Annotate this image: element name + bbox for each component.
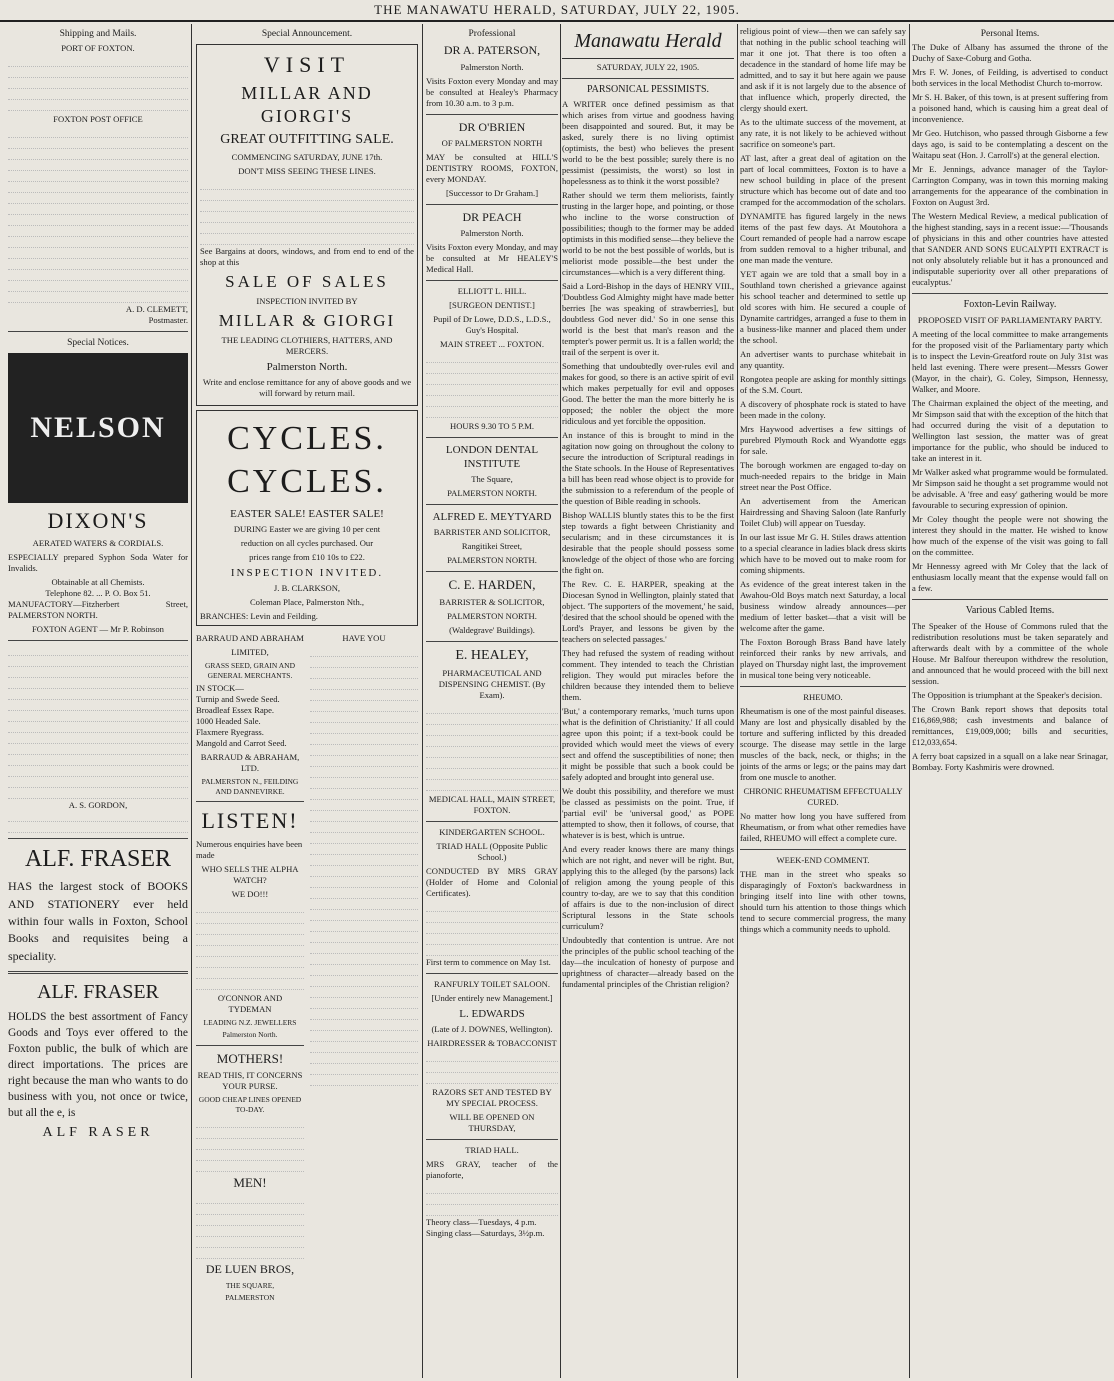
rheumo-heading: RHEUMO.	[803, 692, 843, 702]
postmaster-title: Postmaster.	[148, 315, 188, 326]
outfitting-sale: GREAT OUTFITTING SALE.	[220, 132, 394, 148]
alf-fraser-heading-2: ALF. FRASER	[37, 981, 159, 1004]
hill-hours: HOURS 9.30 TO 5 P.M.	[450, 421, 534, 432]
alf-fraser-text-2: HOLDS the best assortment of Fancy Goods and Toys ever offered to the Foxton public, the bulk of which are direct importations. The prices are right because the man who wants to do business with you, not once or twice, but all the e, is	[8, 1010, 188, 1120]
cabled-item: A ferry boat capsized in a squall on a lake near Srinagar, Bombay. Forty Kashmiris were drowned.	[912, 750, 1108, 772]
hill-quals: Pupil of Dr Lowe, D.D.S., L.D.S., Guy's Hospital.	[433, 314, 551, 336]
barraud-address: PALMERSTON N., FEILDING AND DANNEVIRKE.	[201, 777, 299, 796]
in-stock: IN STOCK—	[196, 683, 244, 694]
railway-heading: Foxton-Levin Railway.	[963, 299, 1057, 311]
editorial-paragraph: Something that undoubtedly over-rules evil and makes for good, so there is an active spirit of evil which makes perpetually for evil and opposes Good. The better the man the more bitterly he is opposed; the nobler the object the more ridiculous and yet forcible the opposition.	[562, 361, 734, 427]
millar-giorgi-name: MILLAR AND GIORGI'S	[241, 83, 373, 127]
dixons-heading: DIXON'S	[47, 508, 149, 534]
alpha-watch: WHO SELLS THE ALPHA WATCH?	[201, 863, 299, 885]
cabled-item: The Crown Bank report shows that deposits total £16,869,988; cash investments and balance of remittances, £19,009,000; bills and securities, £12,033,654.	[912, 703, 1108, 747]
stock-flax: Flaxmere Ryegrass.	[196, 727, 264, 738]
have-you-heading: HAVE YOU	[342, 633, 386, 644]
ranfurly-note: [Under entirely new Management.]	[431, 993, 553, 1003]
postmaster-name: A. D. CLEMETT,	[125, 304, 188, 315]
stock-turnip: Turnip and Swede Seed.	[196, 694, 280, 705]
post-office-heading: FOXTON POST OFFICE	[53, 114, 143, 125]
news-paragraph: As evidence of the great interest taken in the Awahou-Old Boys match next Saturday, a local business window already announces—per medium of letter basket—that a visit will be welcome after the game.	[740, 579, 906, 633]
clothiers-line: THE LEADING CLOTHIERS, HATTERS, AND MERCERS.	[221, 334, 393, 356]
column-6	[912, 26, 1108, 1378]
commencing-date: COMMENCING SATURDAY, JUNE 17th.	[231, 152, 383, 163]
obrien-successor: [Successor to Dr Graham.]	[445, 187, 539, 198]
good-cheap-lines: GOOD CHEAP LINES OPENED TO-DAY.	[198, 1095, 302, 1114]
dixons-text: ESPECIALLY prepared Syphon Soda Water for Invalids.	[8, 552, 188, 574]
triad-singing: Singing class—Saturdays, 3½p.m.	[426, 1228, 545, 1239]
grass-seed: GRASS SEED, GRAIN AND GENERAL MERCHANTS.	[204, 661, 295, 680]
stock-rape: Broadleaf Essex Rape.	[196, 705, 275, 716]
editorial-paragraph: Undoubtedly that contention is untrue. Are not the principles of the public school teaching of the day—the inculcation of honesty of purpose and uprightness of character—already based on the fundamental principles of the Christian religion?	[562, 935, 734, 990]
listen-heading: LISTEN!	[201, 808, 299, 834]
column-rule	[422, 24, 423, 1378]
dixons-manufactory: MANUFACTORY—Fitzherbert Street, PALMERSTON NORTH.	[8, 599, 188, 621]
healey-name: E. HEALEY,	[455, 648, 529, 664]
railway-paragraph: Mr Coley thought the people were not showing the interest they should in the matter. He wished to know how much of the expense of the visit was going to fall on the committee.	[912, 513, 1108, 557]
personal-item: Mr S. H. Baker, of this town, is at present suffering from a poisoned hand, which is causing him a great deal of inconvenience.	[912, 92, 1108, 125]
editorial-paragraph: They had refused the system of reading without comment. They intended to teach the Christian religion. They would put miracles before the children because they intended them to believe them.	[562, 648, 734, 703]
jewellers-address: Palmerston North.	[222, 1030, 278, 1040]
edwards-note: (Late of J. DOWNES, Wellington).	[431, 1024, 553, 1035]
special-notices-heading: Special Notices.	[67, 338, 129, 349]
railway-paragraph: The Chairman explained the object of the meeting, and Mr Simpson said that with the exception of the hitch that had occurred during the visit of a deputation to Wellington last session, the matter was of great importance for the public, who should be induced to take an interest in it.	[912, 397, 1108, 463]
mothers-heading: MOTHERS!	[216, 1050, 284, 1066]
news-paragraph: A discovery of phosphate rock is stated to have been made in the colony.	[740, 399, 906, 420]
meyard-city: PALMERSTON NORTH.	[447, 555, 537, 566]
peach-location: Palmerston North.	[460, 228, 524, 239]
cabled-item: The Opposition is triumphant at the Speaker's decision.	[912, 689, 1103, 700]
cycles-advert	[196, 410, 418, 626]
column-rule	[560, 24, 561, 1378]
prices-line: prices range from £10 10s to £22.	[249, 551, 365, 562]
news-paragraph: religious point of view—then we can safely say that nothing in the public school teaching will mar it one jot. That there is too often a decadence in the standard of home life may be admitted, and to say it but here again we pause and ask if it is not largely due to the absence of that influence which, properly directed, the clergy should exert.	[740, 26, 906, 113]
professional-heading: Professional	[468, 29, 516, 39]
alf-fraser-signature: ALF RASER	[42, 1125, 154, 1141]
editorial-paragraph: Rather should we term them meliorists, faintly trusting in the larger hope, and pointing, or those who incline to the worse construction of possibilities; though to the former may be added optimists in this modified sense—they believe the world to be not the best possible of worlds, but is meliorist mode possible—the best under the circumstances—which is a very different thing.	[562, 190, 734, 278]
news-paragraph: YET again we are told that a small boy in a Southland town cherished a grievance against his school teacher and determined to settle up old scores with him. He secured a couple of Dynamite cartridges, arranged a fuse to them in a business-like manner and placed them under the school.	[740, 269, 906, 345]
triad-gray: MRS GRAY, teacher of the pianoforte,	[426, 1159, 558, 1181]
shipping-heading: Shipping and Mails.	[59, 29, 137, 39]
easter-sale: EASTER SALE! EASTER SALE!	[230, 507, 384, 520]
hill-name: ELLIOTT L. HILL.	[457, 286, 527, 297]
stock-mangold: Mangold and Carrot Seed.	[196, 738, 287, 749]
masthead: THE MANAWATU HERALD, SATURDAY, JULY 22, 1905.	[0, 0, 1114, 22]
dixons-telephone: Telephone 82. ... P. O. Box 51.	[45, 588, 151, 599]
personal-item: Mrs F. W. Jones, of Feilding, is advertised to conduct both services in the local Methodist Church to-morrow.	[912, 67, 1108, 89]
obrien-text: MAY be consulted at HILL'S DENTISTRY ROOMS, FOXTON, every MONDAY.	[426, 151, 558, 184]
column-4	[562, 26, 734, 1378]
news-paragraph: DYNAMITE has figured largely in the news items of the past few days. At Moutohora a Court remanded of people had a narrow escape from sudden removal to a higher tribunal, and one man made the venture.	[740, 211, 906, 265]
editorial-paragraph: An instance of this is brought to mind in the agitation now going on throughout the colony to secure the introduction of Scriptural readings in the State schools. In the House of Representatives a bill has been read whose object is to provide for the submission to a referendum of the people of the question of Bible reading in schools.	[562, 430, 734, 507]
branches-line: BRANCHES: Levin and Feilding.	[200, 611, 318, 622]
london-address: The Square,	[471, 474, 513, 485]
rheumo-text: Rheumatism is one of the most painful diseases. Many are lost and physically disabled by the torture and suffering inflicted by this dreaded scourge. The disease may settle in the large muscles of the back, neck, or thighs; in the joints of the arms or legs; or the pains may dart from one muscle to another.	[740, 706, 906, 782]
column-rule	[191, 24, 192, 1378]
column-rule	[909, 24, 910, 1378]
week-end-text: THE man in the street who speaks so disparagingly of Foxton's backwardness in bringing itself into line with other towns, should turn his attention to those things which tend to secure commercial progress, the many things which a community needs to uphold.	[740, 869, 906, 934]
palmerston-north: Palmerston North.	[266, 360, 348, 373]
news-paragraph: An advertisement from the American Hairdressing and Shaving Saloon (late Ranfurly Toilet Club) will appear on Tuesday.	[740, 496, 906, 528]
editorial-paragraph: And every reader knows there are many things which are not right, and never will be right. But, applying this to the alleged (by the parsons) lack of religion among the young people of this country to-day, are we to say that this condition of affairs is due to the non-inclusion of direct Scriptural lessons in the State schools curriculum?	[562, 844, 734, 932]
men-heading: MEN!	[233, 1174, 267, 1190]
editorial-paragraph: 'But,' a contemporary remarks, 'much turns upon what is the definition of Christianity.' If all could agree upon this point; if a text-book could be provided which would meet the views of every sect and offend the susceptibilities of none; then it might be possible that such a book could be safely adopted and brought into general use.	[562, 706, 734, 783]
barraud-limited: LIMITED,	[231, 647, 269, 658]
editorial-paragraph: The Rev. C. E. HARPER, speaking at the Diocesan Synod in Wellington, plainly stated that object. 'The supporters of the movement,' he said, 'desired that the school should be opened with the Lord's Prayer, and lessons be given by the teachers on selected passages.'	[562, 579, 734, 645]
nelson-logo: NELSON	[30, 411, 166, 445]
triad-heading: TRIAD HALL.	[465, 1145, 519, 1156]
column-3	[426, 26, 558, 1378]
editorial-paragraph: A WRITER once defined pessimism as that which arises from virtue and goodness having been disappointed and soured. But, it may be asked, surely there is no living optimist (optimists, the best) who believes the present world to be the best possible; surely there is no pessimist (pessimists, the worst) so lost in hopelessness as to think it the worst possible?	[562, 99, 734, 187]
obrien-location: OF PALMERSTON NORTH	[441, 137, 543, 148]
remittance-text: Write and enclose remittance for any of above goods and we will forward by return mail.	[202, 376, 412, 398]
week-end-heading: WEEK-END COMMENT.	[776, 855, 870, 865]
personal-item: Mr Geo. Hutchison, who passed through Gisborne a few days ago, is said to be contemplating a descent on the Waitapu seat (Hon. J. Carroll's) at the general election.	[912, 128, 1108, 161]
oconnor-heading: O'CONNOR AND TYDEMAN	[217, 992, 283, 1014]
alf-fraser-heading: ALF. FRASER	[24, 846, 172, 873]
editorial-heading: PARSONICAL PESSIMISTS.	[586, 83, 710, 95]
meyard-title: BARRISTER AND SOLICITOR,	[433, 527, 551, 538]
news-paragraph: Rongotea people are asking for monthly sittings of the S.M. Court.	[740, 374, 906, 395]
hairdresser-line: HAIRDRESSER & TOBACCONIST	[427, 1038, 557, 1049]
chronic-heading: CHRONIC RHEUMATISM EFFECTUALLY CURED.	[743, 786, 903, 807]
sale-of-sales: SALE OF SALES	[225, 272, 389, 292]
kindergarten-heading: KINDERGARTEN SCHOOL.	[439, 827, 545, 837]
edwards-name: L. EDWARDS	[459, 1008, 525, 1020]
inspection-invited-2: INSPECTION INVITED.	[230, 566, 384, 579]
hill-street: MAIN STREET ... FOXTON.	[439, 339, 544, 350]
deluen-square: THE SQUARE,	[225, 1280, 275, 1290]
gordon-name: A. S. GORDON,	[68, 800, 128, 811]
clarkson-address: Coleman Place, Palmerston Nth.,	[249, 597, 365, 608]
millar-giorgi-name-2: MILLAR & GIORGI	[218, 311, 396, 331]
london-dental-name: LONDON DENTAL INSTITUTE	[445, 444, 539, 471]
hill-title: [SURGEON DENTIST.]	[449, 300, 535, 311]
during-easter: DURING Easter we are giving 10 per cent	[233, 523, 381, 534]
column-5	[740, 26, 906, 1378]
inspection-invited: INSPECTION INVITED BY	[256, 296, 358, 307]
news-paragraph: As to the ultimate success of the movement, at any rate, it is not likely to be achieved without sacrifice on someone's part.	[740, 117, 906, 149]
column-2	[196, 26, 418, 1378]
left-subcolumn	[196, 630, 304, 1306]
kindergarten-hall: TRIAD HALL (Opposite Public School.)	[436, 841, 548, 862]
peach-name: DR PEACH	[462, 209, 522, 224]
ranfurly-heading: RANFURLY TOILET SALOON.	[433, 979, 551, 989]
meyard-street: Rangitikei Street,	[461, 541, 523, 552]
right-subcolumn	[310, 630, 418, 1306]
news-paragraph: Mrs Haywood advertises a few sittings of purebred Plymouth Rock and Wyandotte eggs for sale.	[740, 424, 906, 456]
news-paragraph: The Foxton Borough Brass Band have lately reinforced their ranks by new arrivals, and played on Thursday night last, the improvement in musical tone being very noticeable.	[740, 637, 906, 680]
razors-line: RAZORS SET AND TESTED BY MY SPECIAL PROCESS.	[432, 1087, 552, 1109]
editorial-paragraph: We doubt this possibility, and therefore we must be classed as pessimists on the point. True, if 'partial evil' be 'universal good,' as POPE attempted to show, then it follows, of course, that whatever is is best, which is untrue.	[562, 786, 734, 841]
reduction-line: reduction on all cycles purchased. Our	[240, 537, 374, 548]
paterson-location: Palmerston North.	[460, 61, 524, 72]
personal-item: Mr E. Jennings, advance manager of the Taylor-Carrington Company, was in town this morning making arrangements for the appearance of the combination in Foxton on August 3rd.	[912, 164, 1108, 208]
read-this: READ THIS, IT CONCERNS YOUR PURSE.	[197, 1070, 303, 1092]
harden-title: BARRISTER & SOLICITOR,	[439, 597, 545, 608]
alf-fraser-text: HAS the largest stock of BOOKS AND STATIONERY ever held within four walls in Foxton, School Books and requisites being a speciality.	[8, 879, 188, 963]
deluen-palmerston: PALMERSTON	[225, 1293, 275, 1303]
personal-item: The Western Medical Review, a medical publication of the highest standing, says in a recent issue:—'Thousands of physicians in this and other countries have attested that SANDER AND SONS EUCALYPTI EXTRACT is not only absolutely reliable but it has a pronounced and indisputable superiority over all other preparations of eucalyptus.'	[912, 211, 1108, 288]
harden-name: C. E. HARDEN,	[448, 577, 536, 593]
we-do: WE DO!!!	[231, 888, 269, 899]
news-paragraph: The borough workmen are engaged to-day on much-needed repairs to the bridge in Main street near the Post Office.	[740, 460, 906, 492]
port-heading: PORT OF FOXTON.	[61, 43, 135, 54]
harden-note: (Waldegrave' Buildings).	[449, 625, 535, 636]
cabled-item: The Speaker of the House of Commons ruled that the redistribution resolutions must be taken separately and afterwards dealt with by a committee of the whole House. Mr Balfour thereupon withdrew the resolution, and announced that he would proceed with the bill next session.	[912, 620, 1108, 686]
millar-giorgi-advert	[196, 44, 418, 406]
editorial-paragraph: Said a Lord-Bishop in the days of HENRY VIII., 'Doubtless God Almighty might have made better berries [he was speaking of strawberries], but doubtless God never did.' So in one sense this world is the best that man's reason and the tempter's power permit us. It is a fallen world; the trail of the serpent is over it.	[562, 281, 734, 358]
peach-text: Visits Foxton every Monday, and may be consulted at Mr HEALEY'S Medical Hall.	[426, 242, 558, 275]
dixons-obtain: Obtainable at all Chemists.	[51, 577, 145, 588]
railway-paragraph: A meeting of the local committee to make arrangements for the proposed visit of the Parliamentary party which is to inspect the Levin-Greatford route on July 31st was held last evening. There were present—Messrs Gower (Mayor, in the chair), G. Coley, Simpson, Hennessy, Walker, and Moore.	[912, 328, 1108, 394]
dixons-agent: FOXTON AGENT — Mr P. Robinson	[32, 624, 164, 635]
news-paragraph: An advertiser wants to purchase whitebait in any quantity.	[740, 349, 906, 370]
numerous-enquiries: Numerous enquiries have been made	[196, 838, 303, 860]
healey-hall: MEDICAL HALL, MAIN STREET, FOXTON.	[428, 794, 556, 815]
personal-item: The Duke of Albany has assumed the throne of the Duchy of Saxe-Coburg and Gotha.	[912, 42, 1108, 64]
paterson-text: Visits Foxton every Monday and may be consulted at Healey's Pharmacy from 10.30 a.m. to 3 p.m.	[426, 75, 558, 108]
kindergarten-by: CONDUCTED BY MRS GRAY (Holder of Home and Colonial Certificates).	[426, 866, 558, 898]
cycles-heading: CYCLES. CYCLES.	[227, 419, 387, 501]
personal-items-heading: Personal Items.	[980, 29, 1040, 39]
meyard-name: ALFRED E. MEYTYARD	[432, 511, 552, 524]
editorial-paragraph: Bishop WALLIS bluntly states this to be the first step towards a fight between Christianity and secularism; and in these circumstances it is desirable that the people should possess some knowledge of the object of those who are forcing the fight on.	[562, 510, 734, 576]
obrien-name: DR O'BRIEN	[458, 119, 526, 134]
column-rule	[737, 24, 738, 1378]
dixons-subheading: AERATED WATERS & CORDIALS.	[32, 538, 164, 549]
proposed-visit-heading: PROPOSED VISIT OF PARLIAMENTARY PARTY.	[917, 314, 1103, 325]
barraud-heading-2: BARRAUD & ABRAHAM, LTD.	[200, 752, 300, 774]
railway-paragraph: Mr Walker asked what programme would be formulated. Mr Simpson said he thought a set programme would not be advisable. A 'free and easy' gathering would be more favourable to securing expression of opinion.	[912, 466, 1108, 510]
deluen-heading: DE LUEN BROS,	[205, 1262, 295, 1277]
harden-city: PALMERSTON NORTH.	[447, 611, 537, 622]
special-announcement-heading: Special Announcement.	[261, 29, 353, 39]
stock-sheep: 1000 Headed Sale.	[196, 716, 261, 727]
cabled-items-heading: Various Cabled Items.	[965, 604, 1055, 616]
will-open: WILL BE OPENED ON THURSDAY,	[449, 1112, 535, 1134]
nelson-tea-advert	[8, 353, 188, 503]
paterson-name: DR A. PATERSON,	[443, 43, 541, 58]
barraud-heading: BARRAUD AND ABRAHAM	[196, 633, 304, 644]
triad-fees: Theory class—Tuesdays, 4 p.m.	[426, 1217, 537, 1228]
chronic-text: No matter how long you have suffered from Rheumatism, or from what other remedies have failed, RHEUMO will effect a complete cure.	[740, 811, 906, 843]
newspaper-title: Manawatu Herald	[562, 29, 734, 59]
london-city: PALMERSTON NORTH.	[447, 488, 537, 499]
dont-miss: DON'T MISS SEEING THESE LINES.	[238, 166, 376, 177]
issue-date: SATURDAY, JULY 22, 1905.	[596, 61, 700, 72]
news-paragraph: AT last, after a great deal of agitation on the part of local committees, Foxton is to have a new school building in place of the present structure which has become out of date and too cramped for the accommodation of the scholars.	[740, 153, 906, 207]
healey-title: PHARMACEUTICAL AND DISPENSING CHEMIST. (By Exam).	[438, 668, 546, 700]
column-1	[8, 26, 188, 1378]
news-paragraph: In our last issue Mr G. H. Stiles draws attention to a special clearance in ladies black dress skirts which have to be moved out to make room for coming shipments.	[740, 532, 906, 575]
visit-heading: VISIT	[263, 52, 351, 78]
clarkson-name: J. B. CLARKSON,	[273, 583, 341, 594]
jewellers-line: LEADING N.Z. JEWELLERS	[203, 1017, 297, 1027]
railway-paragraph: Mr Hennessy agreed with Mr Coley that the lack of enthusiasm locally meant that the expense would fall on a few.	[912, 560, 1108, 593]
bargains-text: See Bargains at doors, windows, and from end to end of the shop at this	[200, 246, 414, 268]
kindergarten-term: First term to commence on May 1st.	[426, 957, 551, 967]
